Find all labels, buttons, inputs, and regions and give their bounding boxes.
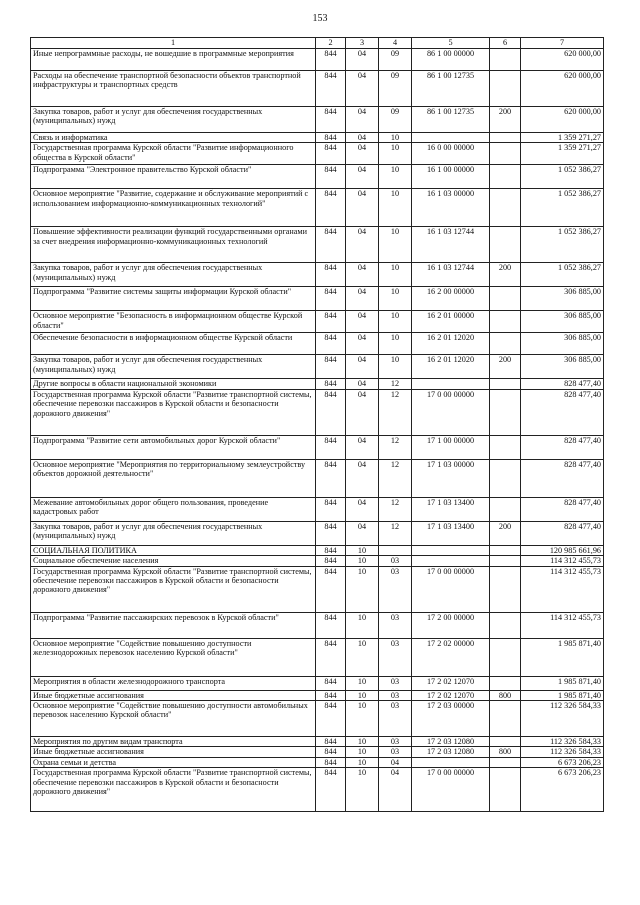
table-row: [31, 521, 604, 545]
row-name-cell: Закупка товаров, работ и услуг для обеспечения государственных (муниципальных) нужд: [31, 521, 316, 545]
table-row: [31, 556, 604, 566]
section-code-cell: 04: [346, 435, 379, 459]
target-article-cell: 17 2 03 12080: [412, 747, 490, 757]
expense-type-cell: [490, 768, 521, 812]
amount-cell: 828 477,40: [521, 497, 604, 521]
expense-type-cell: [490, 379, 521, 389]
target-article-cell: 16 1 03 12744: [412, 227, 490, 263]
subsection-code-cell: 10: [379, 263, 412, 287]
table-row: [31, 143, 604, 165]
expense-type-cell: [490, 459, 521, 497]
subsection-code-cell: 10: [379, 189, 412, 227]
target-article-cell: 16 2 01 12020: [412, 355, 490, 379]
table-row: [31, 389, 604, 435]
ministry-code-cell: 844: [316, 612, 346, 638]
amount-cell: 1 359 271,27: [521, 133, 604, 143]
amount-cell: 112 326 584,33: [521, 747, 604, 757]
row-name-cell: Подпрограмма "Развитие пассажирских перевозок в Курской области": [31, 612, 316, 638]
amount-cell: 114 312 455,73: [521, 612, 604, 638]
expense-type-cell: [490, 676, 521, 690]
target-article-cell: 17 1 03 00000: [412, 459, 490, 497]
section-code-cell: 04: [346, 459, 379, 497]
section-code-cell: 04: [346, 189, 379, 227]
row-name-cell: Подпрограмма "Электронное правительство Курской области": [31, 165, 316, 189]
table-row: [31, 768, 604, 812]
header-cell: 4: [379, 38, 412, 49]
amount-cell: 1 359 271,27: [521, 143, 604, 165]
table-row: [31, 566, 604, 612]
subsection-code-cell: 09: [379, 49, 412, 71]
amount-cell: 306 885,00: [521, 287, 604, 311]
row-name-cell: Закупка товаров, работ и услуг для обеспечения государственных (муниципальных) нужд: [31, 107, 316, 133]
expense-type-cell: [490, 566, 521, 612]
table-row: [31, 638, 604, 676]
amount-cell: 1 052 386,27: [521, 263, 604, 287]
target-article-cell: 17 2 03 00000: [412, 701, 490, 737]
row-name-cell: Государственная программа Курской области "Развитие транспортной системы, обеспечение перевозки пассажиров в Курской области и безопасности дорожного движения": [31, 566, 316, 612]
row-name-cell: Расходы на обеспечение транспортной безопасности объектов транспортной инфраструктуры и транспортных средств: [31, 71, 316, 107]
ministry-code-cell: 844: [316, 133, 346, 143]
table-row: [31, 701, 604, 737]
row-name-cell: СОЦИАЛЬНАЯ ПОЛИТИКА: [31, 545, 316, 555]
target-article-cell: 16 2 00 00000: [412, 287, 490, 311]
ministry-code-cell: 844: [316, 757, 346, 767]
section-code-cell: 10: [346, 757, 379, 767]
row-name-cell: Государственная программа Курской области "Развитие транспортной системы, обеспечение перевозки пассажиров в Курской области и безопасности дорожного движения": [31, 389, 316, 435]
target-article-cell: 16 1 03 12744: [412, 263, 490, 287]
table-row: [31, 355, 604, 379]
table-row: [31, 287, 604, 311]
amount-cell: 114 312 455,73: [521, 556, 604, 566]
header-cell: 3: [346, 38, 379, 49]
row-name-cell: Основное мероприятие "Развитие, содержание и обслуживание мероприятий с использованием информационно-коммуникационных технологий": [31, 189, 316, 227]
ministry-code-cell: 844: [316, 165, 346, 189]
ministry-code-cell: 844: [316, 71, 346, 107]
section-code-cell: 04: [346, 263, 379, 287]
budget-table: [30, 37, 604, 812]
section-code-cell: 04: [346, 227, 379, 263]
subsection-code-cell: 10: [379, 333, 412, 355]
section-code-cell: 10: [346, 747, 379, 757]
table-row: [31, 49, 604, 71]
subsection-code-cell: 03: [379, 701, 412, 737]
section-code-cell: 10: [346, 701, 379, 737]
section-code-cell: 10: [346, 545, 379, 555]
section-code-cell: 04: [346, 165, 379, 189]
ministry-code-cell: 844: [316, 638, 346, 676]
target-article-cell: 16 1 00 00000: [412, 165, 490, 189]
subsection-code-cell: 10: [379, 227, 412, 263]
subsection-code-cell: 10: [379, 143, 412, 165]
table-row: [31, 757, 604, 767]
subsection-code-cell: 03: [379, 737, 412, 747]
expense-type-cell: 200: [490, 521, 521, 545]
header-cell: 7: [521, 38, 604, 49]
ministry-code-cell: 844: [316, 497, 346, 521]
ministry-code-cell: 844: [316, 676, 346, 690]
table-header-row: [31, 38, 604, 49]
target-article-cell: 16 2 01 12020: [412, 333, 490, 355]
section-code-cell: 04: [346, 143, 379, 165]
row-name-cell: Иные бюджетные ассигнования: [31, 747, 316, 757]
row-name-cell: Связь и информатика: [31, 133, 316, 143]
subsection-code-cell: 04: [379, 757, 412, 767]
amount-cell: 620 000,00: [521, 107, 604, 133]
ministry-code-cell: 844: [316, 566, 346, 612]
amount-cell: 1 985 871,40: [521, 638, 604, 676]
section-code-cell: 04: [346, 49, 379, 71]
ministry-code-cell: 844: [316, 556, 346, 566]
target-article-cell: 86 1 00 00000: [412, 49, 490, 71]
expense-type-cell: [490, 189, 521, 227]
header-cell: 2: [316, 38, 346, 49]
target-article-cell: 17 1 03 13400: [412, 497, 490, 521]
subsection-code-cell: 12: [379, 497, 412, 521]
amount-cell: 1 985 871,40: [521, 676, 604, 690]
amount-cell: 828 477,40: [521, 379, 604, 389]
table-row: [31, 497, 604, 521]
subsection-code-cell: 04: [379, 768, 412, 812]
ministry-code-cell: 844: [316, 379, 346, 389]
target-article-cell: 17 0 00 00000: [412, 389, 490, 435]
ministry-code-cell: 844: [316, 521, 346, 545]
table-row: [31, 107, 604, 133]
subsection-code-cell: 10: [379, 311, 412, 333]
amount-cell: 828 477,40: [521, 435, 604, 459]
ministry-code-cell: 844: [316, 768, 346, 812]
table-row: [31, 379, 604, 389]
target-article-cell: [412, 133, 490, 143]
row-name-cell: Иные непрограммные расходы, не вошедшие в программные мероприятия: [31, 49, 316, 71]
amount-cell: 1 052 386,27: [521, 227, 604, 263]
ministry-code-cell: 844: [316, 263, 346, 287]
ministry-code-cell: 844: [316, 435, 346, 459]
subsection-code-cell: 03: [379, 556, 412, 566]
amount-cell: 306 885,00: [521, 311, 604, 333]
expense-type-cell: [490, 287, 521, 311]
section-code-cell: 04: [346, 379, 379, 389]
ministry-code-cell: 844: [316, 459, 346, 497]
target-article-cell: 86 1 00 12735: [412, 107, 490, 133]
target-article-cell: 17 1 03 13400: [412, 521, 490, 545]
table-row: [31, 435, 604, 459]
amount-cell: 828 477,40: [521, 521, 604, 545]
expense-type-cell: [490, 49, 521, 71]
expense-type-cell: [490, 701, 521, 737]
row-name-cell: Мероприятия в области железнодорожного транспорта: [31, 676, 316, 690]
row-name-cell: Повышение эффективности реализации функций государственными органами за счет внедрения информационно-коммуникационных технологий: [31, 227, 316, 263]
target-article-cell: [412, 379, 490, 389]
ministry-code-cell: 844: [316, 389, 346, 435]
section-code-cell: 04: [346, 497, 379, 521]
ministry-code-cell: 844: [316, 287, 346, 311]
amount-cell: 6 673 206,23: [521, 757, 604, 767]
ministry-code-cell: 844: [316, 355, 346, 379]
section-code-cell: 04: [346, 287, 379, 311]
target-article-cell: 17 2 00 00000: [412, 612, 490, 638]
amount-cell: 1 985 871,40: [521, 690, 604, 700]
expense-type-cell: [490, 556, 521, 566]
ministry-code-cell: 844: [316, 311, 346, 333]
expense-type-cell: 200: [490, 263, 521, 287]
table-row: [31, 263, 604, 287]
expense-type-cell: [490, 497, 521, 521]
target-article-cell: 17 2 02 12070: [412, 690, 490, 700]
table-row: [31, 459, 604, 497]
expense-type-cell: [490, 737, 521, 747]
amount-cell: 114 312 455,73: [521, 566, 604, 612]
expense-type-cell: [490, 227, 521, 263]
ministry-code-cell: 844: [316, 227, 346, 263]
header-cell: 6: [490, 38, 521, 49]
row-name-cell: Охрана семьи и детства: [31, 757, 316, 767]
amount-cell: 6 673 206,23: [521, 768, 604, 812]
row-name-cell: Иные бюджетные ассигнования: [31, 690, 316, 700]
header-cell: 5: [412, 38, 490, 49]
section-code-cell: 04: [346, 333, 379, 355]
expense-type-cell: [490, 389, 521, 435]
row-name-cell: Государственная программа Курской области "Развитие транспортной системы, обеспечение перевозки пассажиров в Курской области и безопасности дорожного движения": [31, 768, 316, 812]
table-row: [31, 690, 604, 700]
target-article-cell: [412, 757, 490, 767]
row-name-cell: Подпрограмма "Развитие сети автомобильных дорог Курской области": [31, 435, 316, 459]
subsection-code-cell: 03: [379, 747, 412, 757]
subsection-code-cell: 03: [379, 612, 412, 638]
target-article-cell: 17 2 02 00000: [412, 638, 490, 676]
target-article-cell: 16 2 01 00000: [412, 311, 490, 333]
section-code-cell: 10: [346, 768, 379, 812]
ministry-code-cell: 844: [316, 333, 346, 355]
table-row: [31, 165, 604, 189]
table-row: [31, 545, 604, 555]
ministry-code-cell: 844: [316, 143, 346, 165]
row-name-cell: Подпрограмма "Развитие системы защиты информации Курской области": [31, 287, 316, 311]
target-article-cell: 17 0 00 00000: [412, 768, 490, 812]
section-code-cell: 10: [346, 690, 379, 700]
ministry-code-cell: 844: [316, 545, 346, 555]
subsection-code-cell: 10: [379, 133, 412, 143]
subsection-code-cell: [379, 545, 412, 555]
target-article-cell: 17 0 00 00000: [412, 566, 490, 612]
row-name-cell: Социальное обеспечение населения: [31, 556, 316, 566]
subsection-code-cell: 12: [379, 389, 412, 435]
amount-cell: 620 000,00: [521, 71, 604, 107]
subsection-code-cell: 12: [379, 379, 412, 389]
target-article-cell: 16 1 03 00000: [412, 189, 490, 227]
table-row: [31, 676, 604, 690]
table-row: [31, 747, 604, 757]
target-article-cell: 17 2 02 12070: [412, 676, 490, 690]
expense-type-cell: [490, 165, 521, 189]
subsection-code-cell: 03: [379, 690, 412, 700]
amount-cell: 1 052 386,27: [521, 165, 604, 189]
expense-type-cell: [490, 757, 521, 767]
expense-type-cell: 800: [490, 747, 521, 757]
subsection-code-cell: 09: [379, 71, 412, 107]
ministry-code-cell: 844: [316, 690, 346, 700]
table-row: [31, 737, 604, 747]
section-code-cell: 10: [346, 612, 379, 638]
subsection-code-cell: 12: [379, 459, 412, 497]
ministry-code-cell: 844: [316, 49, 346, 71]
subsection-code-cell: 10: [379, 165, 412, 189]
ministry-code-cell: 844: [316, 107, 346, 133]
row-name-cell: Закупка товаров, работ и услуг для обеспечения государственных (муниципальных) нужд: [31, 355, 316, 379]
amount-cell: 112 326 584,33: [521, 701, 604, 737]
row-name-cell: Государственная программа Курской области "Развитие информационного общества в Курской области": [31, 143, 316, 165]
target-article-cell: 17 2 03 12080: [412, 737, 490, 747]
subsection-code-cell: 12: [379, 435, 412, 459]
amount-cell: 828 477,40: [521, 459, 604, 497]
subsection-code-cell: 12: [379, 521, 412, 545]
row-name-cell: Основное мероприятие "Содействие повышению доступности железнодорожных перевозок населению Курской области": [31, 638, 316, 676]
page-number: 153: [312, 13, 328, 24]
table-row: [31, 311, 604, 333]
expense-type-cell: 200: [490, 107, 521, 133]
expense-type-cell: [490, 638, 521, 676]
target-article-cell: [412, 545, 490, 555]
section-code-cell: 10: [346, 556, 379, 566]
table-row: [31, 71, 604, 107]
expense-type-cell: [490, 545, 521, 555]
amount-cell: 120 985 661,96: [521, 545, 604, 555]
row-name-cell: Основное мероприятие "Содействие повышению доступности автомобильных перевозок населению Курской области": [31, 701, 316, 737]
subsection-code-cell: 03: [379, 676, 412, 690]
target-article-cell: 86 1 00 12735: [412, 71, 490, 107]
subsection-code-cell: 10: [379, 355, 412, 379]
expense-type-cell: [490, 133, 521, 143]
amount-cell: 828 477,40: [521, 389, 604, 435]
expense-type-cell: [490, 143, 521, 165]
section-code-cell: 04: [346, 311, 379, 333]
row-name-cell: Другие вопросы в области национальной экономики: [31, 379, 316, 389]
section-code-cell: 04: [346, 133, 379, 143]
section-code-cell: 04: [346, 355, 379, 379]
subsection-code-cell: 03: [379, 638, 412, 676]
section-code-cell: 10: [346, 676, 379, 690]
section-code-cell: 10: [346, 737, 379, 747]
subsection-code-cell: 03: [379, 566, 412, 612]
target-article-cell: 17 1 00 00000: [412, 435, 490, 459]
header-cell: 1: [31, 38, 316, 49]
expense-type-cell: [490, 333, 521, 355]
amount-cell: 306 885,00: [521, 333, 604, 355]
ministry-code-cell: 844: [316, 701, 346, 737]
amount-cell: 306 885,00: [521, 355, 604, 379]
amount-cell: 620 000,00: [521, 49, 604, 71]
subsection-code-cell: 09: [379, 107, 412, 133]
row-name-cell: Обеспечение безопасности в информационном обществе Курской области: [31, 333, 316, 355]
section-code-cell: 04: [346, 107, 379, 133]
section-code-cell: 04: [346, 389, 379, 435]
target-article-cell: [412, 556, 490, 566]
subsection-code-cell: 10: [379, 287, 412, 311]
row-name-cell: Основное мероприятие "Безопасность в информационном обществе Курской области": [31, 311, 316, 333]
row-name-cell: Межевание автомобильных дорог общего пользования, проведение кадастровых работ: [31, 497, 316, 521]
expense-type-cell: 800: [490, 690, 521, 700]
expense-type-cell: [490, 435, 521, 459]
row-name-cell: Основное мероприятие "Мероприятия по территориальному землеустройству объектов дорожной деятельности": [31, 459, 316, 497]
row-name-cell: Закупка товаров, работ и услуг для обеспечения государственных (муниципальных) нужд: [31, 263, 316, 287]
expense-type-cell: 200: [490, 355, 521, 379]
expense-type-cell: [490, 311, 521, 333]
target-article-cell: 16 0 00 00000: [412, 143, 490, 165]
table-row: [31, 133, 604, 143]
expense-type-cell: [490, 612, 521, 638]
ministry-code-cell: 844: [316, 747, 346, 757]
table-row: [31, 227, 604, 263]
section-code-cell: 10: [346, 566, 379, 612]
section-code-cell: 04: [346, 71, 379, 107]
table-row: [31, 333, 604, 355]
row-name-cell: Мероприятия по другим видам транспорта: [31, 737, 316, 747]
amount-cell: 1 052 386,27: [521, 189, 604, 227]
section-code-cell: 10: [346, 638, 379, 676]
ministry-code-cell: 844: [316, 189, 346, 227]
ministry-code-cell: 844: [316, 737, 346, 747]
table-row: [31, 612, 604, 638]
expense-type-cell: [490, 71, 521, 107]
section-code-cell: 04: [346, 521, 379, 545]
table-row: [31, 189, 604, 227]
amount-cell: 112 326 584,33: [521, 737, 604, 747]
